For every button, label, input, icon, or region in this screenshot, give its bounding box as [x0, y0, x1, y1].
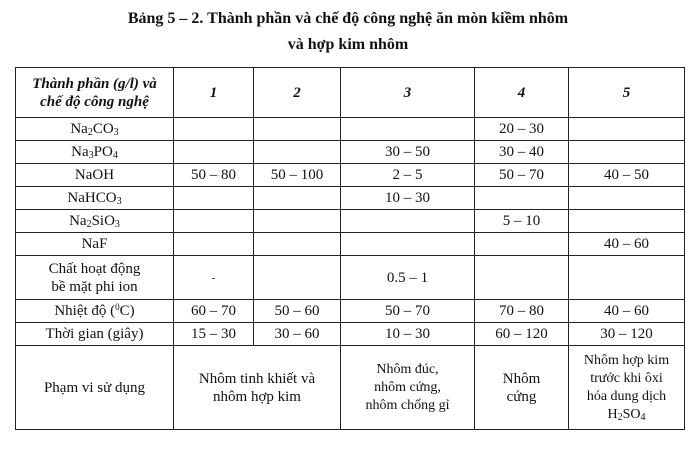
- cell: 60 – 70: [174, 300, 254, 323]
- composition-table: [15, 67, 685, 430]
- cell: 30 – 50: [341, 141, 475, 164]
- header-label-line-1: Thành phần (g/l) và: [32, 75, 157, 92]
- table-row-naf: [16, 233, 685, 256]
- header-label-line-2: chế độ công nghệ: [40, 93, 149, 110]
- table-row-surfactant: [16, 256, 685, 300]
- cell: [174, 233, 254, 256]
- cell: [569, 118, 685, 141]
- cell: [174, 118, 254, 141]
- cell: 30 – 120: [569, 323, 685, 346]
- cell: [174, 210, 254, 233]
- row-label-nahco3: NaHCO$_3$: [16, 187, 174, 210]
- table-row-na2sio3: [16, 210, 685, 233]
- cell: 10 – 30: [341, 323, 475, 346]
- cell: [254, 187, 341, 210]
- cell: [254, 210, 341, 233]
- cell: [569, 256, 685, 300]
- table-row-na3po4: [16, 141, 685, 164]
- table-row-temperature: [16, 300, 685, 323]
- cell: [475, 233, 569, 256]
- cell: 15 – 30: [174, 323, 254, 346]
- row-label-time: Thời gian (giây): [16, 323, 174, 346]
- cell: [341, 233, 475, 256]
- row-label-naoh: NaOH: [16, 164, 174, 187]
- column-header-3: 3: [341, 68, 475, 118]
- table-title-line-2: và hợp kim nhôm: [287, 36, 409, 53]
- cell: [569, 187, 685, 210]
- cell: 50 – 100: [254, 164, 341, 187]
- cell: 50 – 80: [174, 164, 254, 187]
- cell: [569, 141, 685, 164]
- cell: 50 – 70: [475, 164, 569, 187]
- column-header-1: 1: [174, 68, 254, 118]
- header-label-cell: [16, 68, 174, 118]
- cell: 60 – 120: [475, 323, 569, 346]
- cell: [254, 141, 341, 164]
- row-label-naf: NaF: [16, 233, 174, 256]
- table-row-time: [16, 323, 685, 346]
- cell: 0.5 – 1: [341, 256, 475, 300]
- cell: 50 – 60: [254, 300, 341, 323]
- usage-cell-col12: Nhôm tinh khiết và nhôm hợp kim: [174, 346, 341, 430]
- cell: [254, 256, 341, 300]
- cell: [341, 210, 475, 233]
- cell: 70 – 80: [475, 300, 569, 323]
- column-header-5: 5: [569, 68, 685, 118]
- table-row-na2co3: [16, 118, 685, 141]
- cell: 40 – 50: [569, 164, 685, 187]
- row-label-na3po4: $Na_3PO_4$: [16, 141, 174, 164]
- cell: [174, 187, 254, 210]
- cell: [475, 256, 569, 300]
- row-label-usage: Phạm vi sử dụng: [16, 346, 174, 430]
- cell: [254, 118, 341, 141]
- table-title-line-1: Bảng 5 – 2. Thành phần và chế độ công nghệ ăn mòn kiềm nhôm: [127, 10, 569, 27]
- table-row-usage: [16, 346, 685, 430]
- cell: [475, 187, 569, 210]
- cell: 20 – 30: [475, 118, 569, 141]
- cell: 50 – 70: [341, 300, 475, 323]
- cell: 40 – 60: [569, 300, 685, 323]
- row-label-temperature: Nhiệt độ ($^0$C): [16, 300, 174, 323]
- usage-cell-col5: Nhôm hợp kim trước khi ôxi hóa dung dịch $H_2SO_4$: [569, 346, 685, 430]
- column-header-4: 4: [475, 68, 569, 118]
- header-row: [16, 68, 685, 118]
- cell: 40 – 60: [569, 233, 685, 256]
- cell: [254, 233, 341, 256]
- row-label-na2sio3: $Na_2SiO_3$: [16, 210, 174, 233]
- usage-cell-col4: Nhôm cứng: [475, 346, 569, 430]
- cell: 2 – 5: [341, 164, 475, 187]
- cell: 10 – 30: [341, 187, 475, 210]
- cell: [174, 141, 254, 164]
- table-row-naoh: [16, 164, 685, 187]
- row-label-na2co3: $Na_2CO_3$: [16, 118, 174, 141]
- cell: 30 – 60: [254, 323, 341, 346]
- cell: 5 – 10: [475, 210, 569, 233]
- cell: -: [174, 256, 254, 300]
- cell: [341, 118, 475, 141]
- cell: [569, 210, 685, 233]
- usage-cell-col3: Nhôm đúc, nhôm cứng, nhôm chống gỉ: [341, 346, 475, 430]
- cell: 30 – 40: [475, 141, 569, 164]
- column-header-2: 2: [254, 68, 341, 118]
- table-row-nahco3: [16, 187, 685, 210]
- row-label-surfactant: Chất hoạt động bề mặt phi ion: [16, 256, 174, 300]
